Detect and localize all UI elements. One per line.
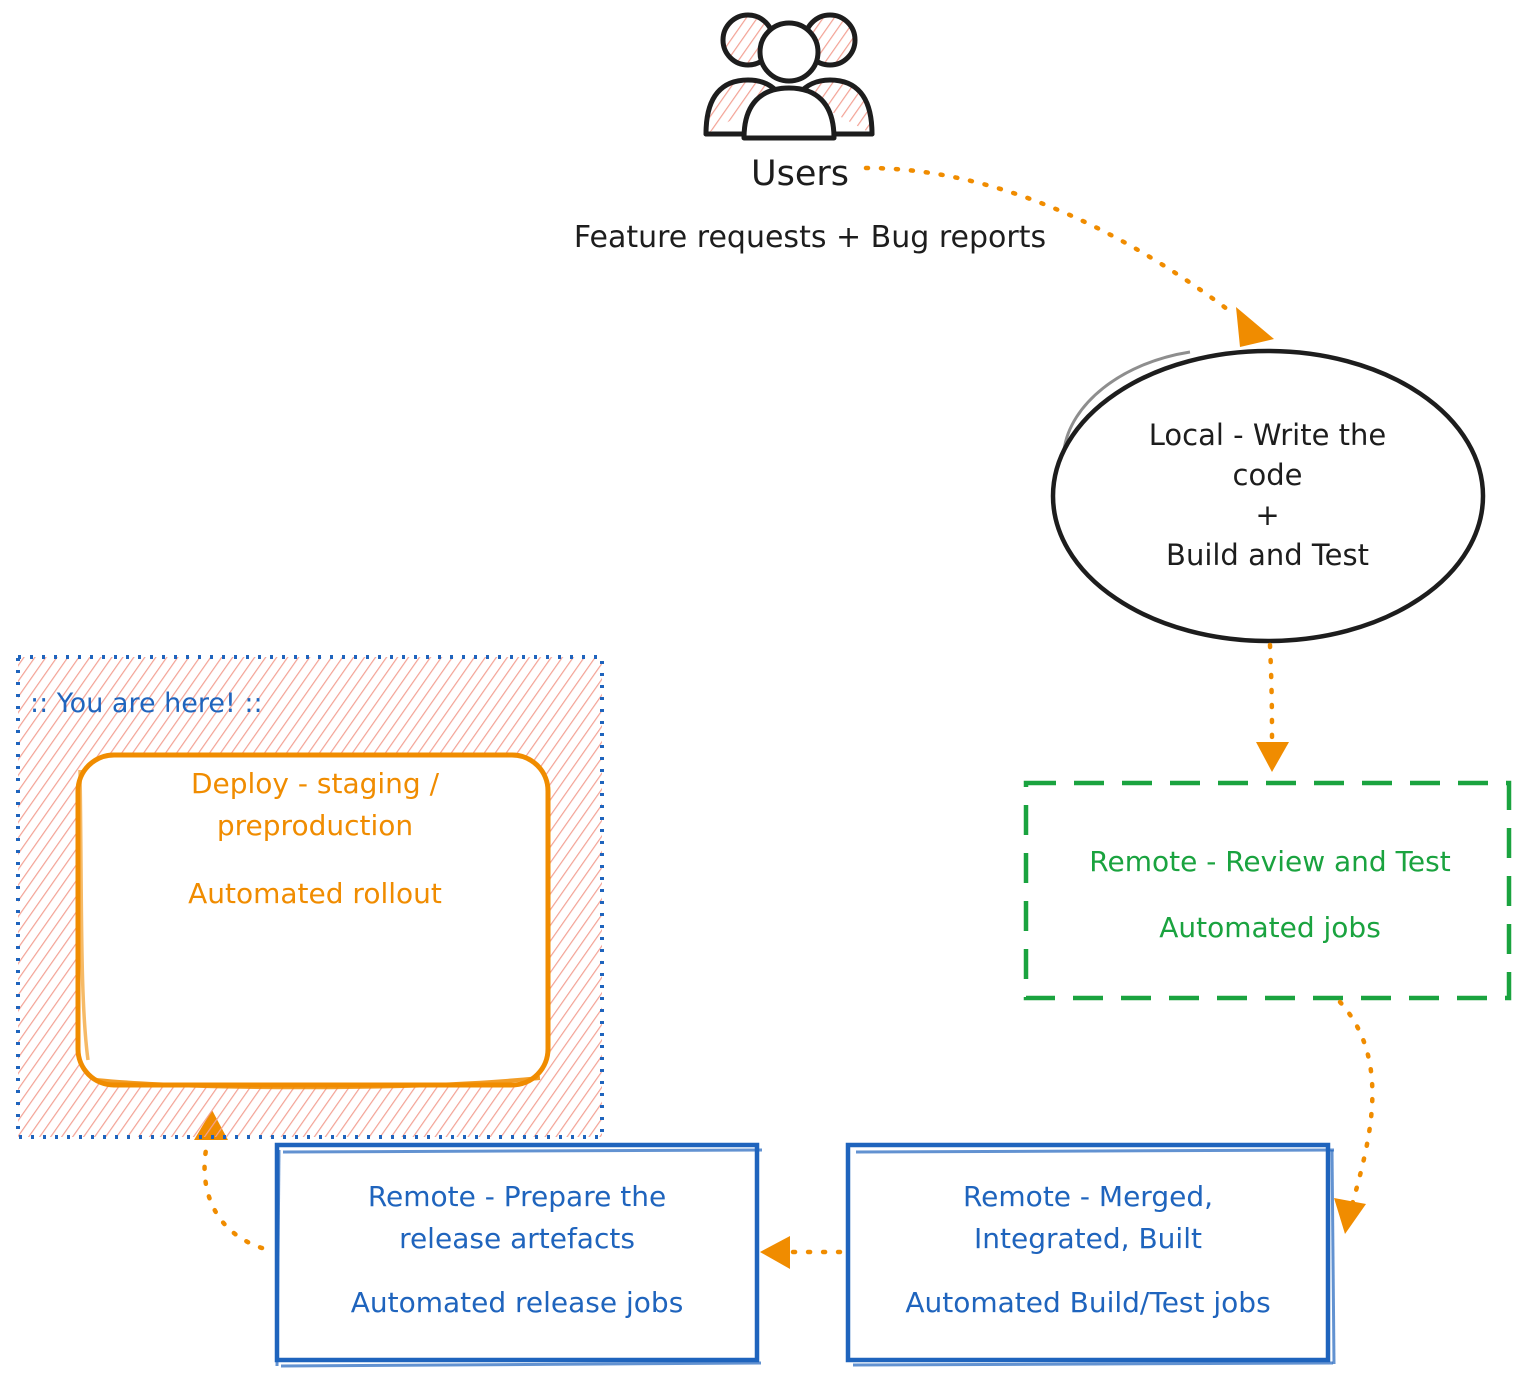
- highlight-label: [30, 683, 360, 723]
- arrow-merged-to-prepare: [760, 1236, 840, 1269]
- node-prepare-line2: release artefacts: [399, 1222, 635, 1255]
- node-merged-line3: Automated Build/Test jobs: [905, 1286, 1271, 1319]
- node-review-line2: Automated jobs: [1159, 911, 1381, 944]
- node-local-line1: Local - Write the: [1148, 418, 1387, 452]
- users-group-icon: [706, 15, 872, 138]
- highlight-label-text: :: You are here! ::: [30, 687, 263, 719]
- node-prepare-line1: Remote - Prepare the: [367, 1180, 667, 1213]
- users-caption-text: Feature requests + Bug reports: [573, 219, 1047, 255]
- node-local-line3: +: [1255, 498, 1280, 532]
- node-review-label: [1030, 820, 1510, 970]
- arrow-local-to-review: [1256, 645, 1289, 772]
- users-caption: [480, 212, 1140, 262]
- node-prepare-line3: Automated release jobs: [350, 1286, 684, 1319]
- node-local-line2: code: [1232, 458, 1303, 492]
- node-review-line1: Remote - Review and Test: [1089, 845, 1451, 878]
- node-deploy-line3: Automated rollout: [188, 877, 442, 910]
- node-merged-label: [848, 1165, 1328, 1335]
- node-deploy-label: [90, 755, 540, 935]
- node-deploy-line1: Deploy - staging /: [190, 767, 440, 800]
- users-label-text: Users: [750, 154, 849, 194]
- node-merged-line1: Remote - Merged,: [962, 1180, 1214, 1213]
- node-local-label: [1075, 400, 1460, 590]
- node-merged-line2: Integrated, Built: [974, 1222, 1202, 1255]
- node-prepare-label: [277, 1165, 757, 1335]
- users-label: [640, 148, 960, 200]
- arrow-review-to-merged: [1334, 1002, 1372, 1234]
- node-deploy-line2: preproduction: [216, 809, 414, 842]
- node-local-line4: Build and Test: [1166, 538, 1369, 572]
